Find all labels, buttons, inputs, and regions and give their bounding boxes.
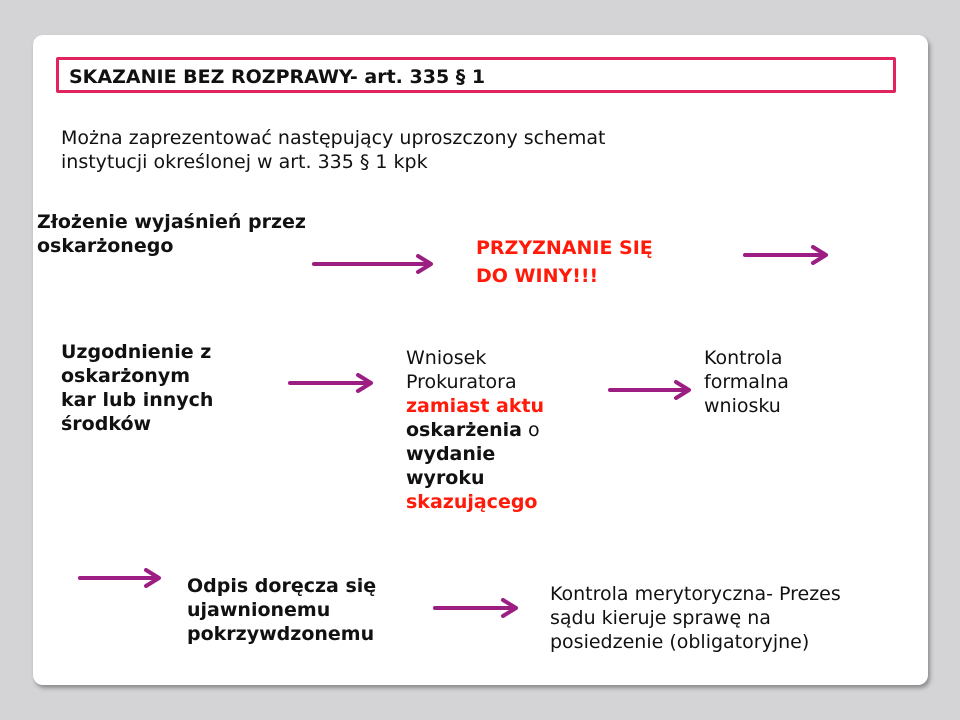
right-arrow-icon	[745, 245, 829, 265]
step-explanations	[37, 210, 306, 258]
step7-line-2: sądu kieruje sprawę na	[550, 607, 771, 629]
step7-line-3: posiedzenie (obligatoryjne)	[550, 631, 810, 653]
step4-line-4-rest: o	[522, 419, 540, 441]
step-copy-delivery	[187, 574, 376, 646]
intro-text	[61, 126, 605, 174]
step4-line-5: wydanie	[406, 443, 496, 465]
step-agreement	[61, 340, 213, 436]
step4-line-7: skazującego	[406, 491, 538, 513]
step6-line-2: ujawnionemu	[187, 599, 331, 621]
step1-line-2: oskarżonego	[37, 235, 174, 257]
intro-line-1: Można zaprezentować następujący uproszczony schemat	[61, 127, 606, 149]
step-merit-review	[550, 582, 841, 654]
step5-line-1: Kontrola	[704, 347, 783, 369]
step7-line-1: Kontrola merytoryczna- Prezes	[550, 583, 841, 605]
slide-title: SKAZANIE BEZ ROZPRAWY- art. 335 § 1	[69, 66, 486, 88]
step1-line-1: Złożenie wyjaśnień przez	[37, 211, 306, 233]
step6-line-3: pokrzywdzonemu	[187, 623, 375, 645]
step4-line-2: Prokuratora	[406, 371, 517, 393]
right-arrow-icon	[80, 568, 162, 588]
right-arrow-icon	[435, 598, 519, 618]
step-guilty-plea	[476, 234, 653, 290]
step3-line-4: środków	[61, 413, 152, 435]
right-arrow-icon	[610, 380, 692, 400]
step4-line-4-bold: oskarżenia	[406, 419, 522, 441]
title-box	[56, 57, 896, 93]
step5-line-2: formalna	[704, 371, 789, 393]
step-prosecutor-motion	[406, 346, 544, 514]
intro-line-2: instytucji określonej w art. 335 § 1 kpk	[61, 151, 428, 173]
right-arrow-icon	[314, 254, 434, 274]
step6-line-1: Odpis doręcza się	[187, 575, 377, 597]
step4-line-3: zamiast aktu	[406, 395, 545, 417]
step4-line-1: Wniosek	[406, 347, 487, 369]
step3-line-2: oskarżonym	[61, 365, 191, 387]
step-formal-review	[704, 346, 789, 418]
right-arrow-icon	[290, 373, 374, 393]
step4-line-6: wyroku	[406, 467, 485, 489]
step2-line-1: PRZYZNANIE SIĘ	[476, 237, 653, 259]
step3-line-1: Uzgodnienie z	[61, 341, 212, 363]
step5-line-3: wniosku	[704, 395, 781, 417]
step2-line-2: DO WINY!!!	[476, 265, 599, 287]
step3-line-3: kar lub innych	[61, 389, 214, 411]
